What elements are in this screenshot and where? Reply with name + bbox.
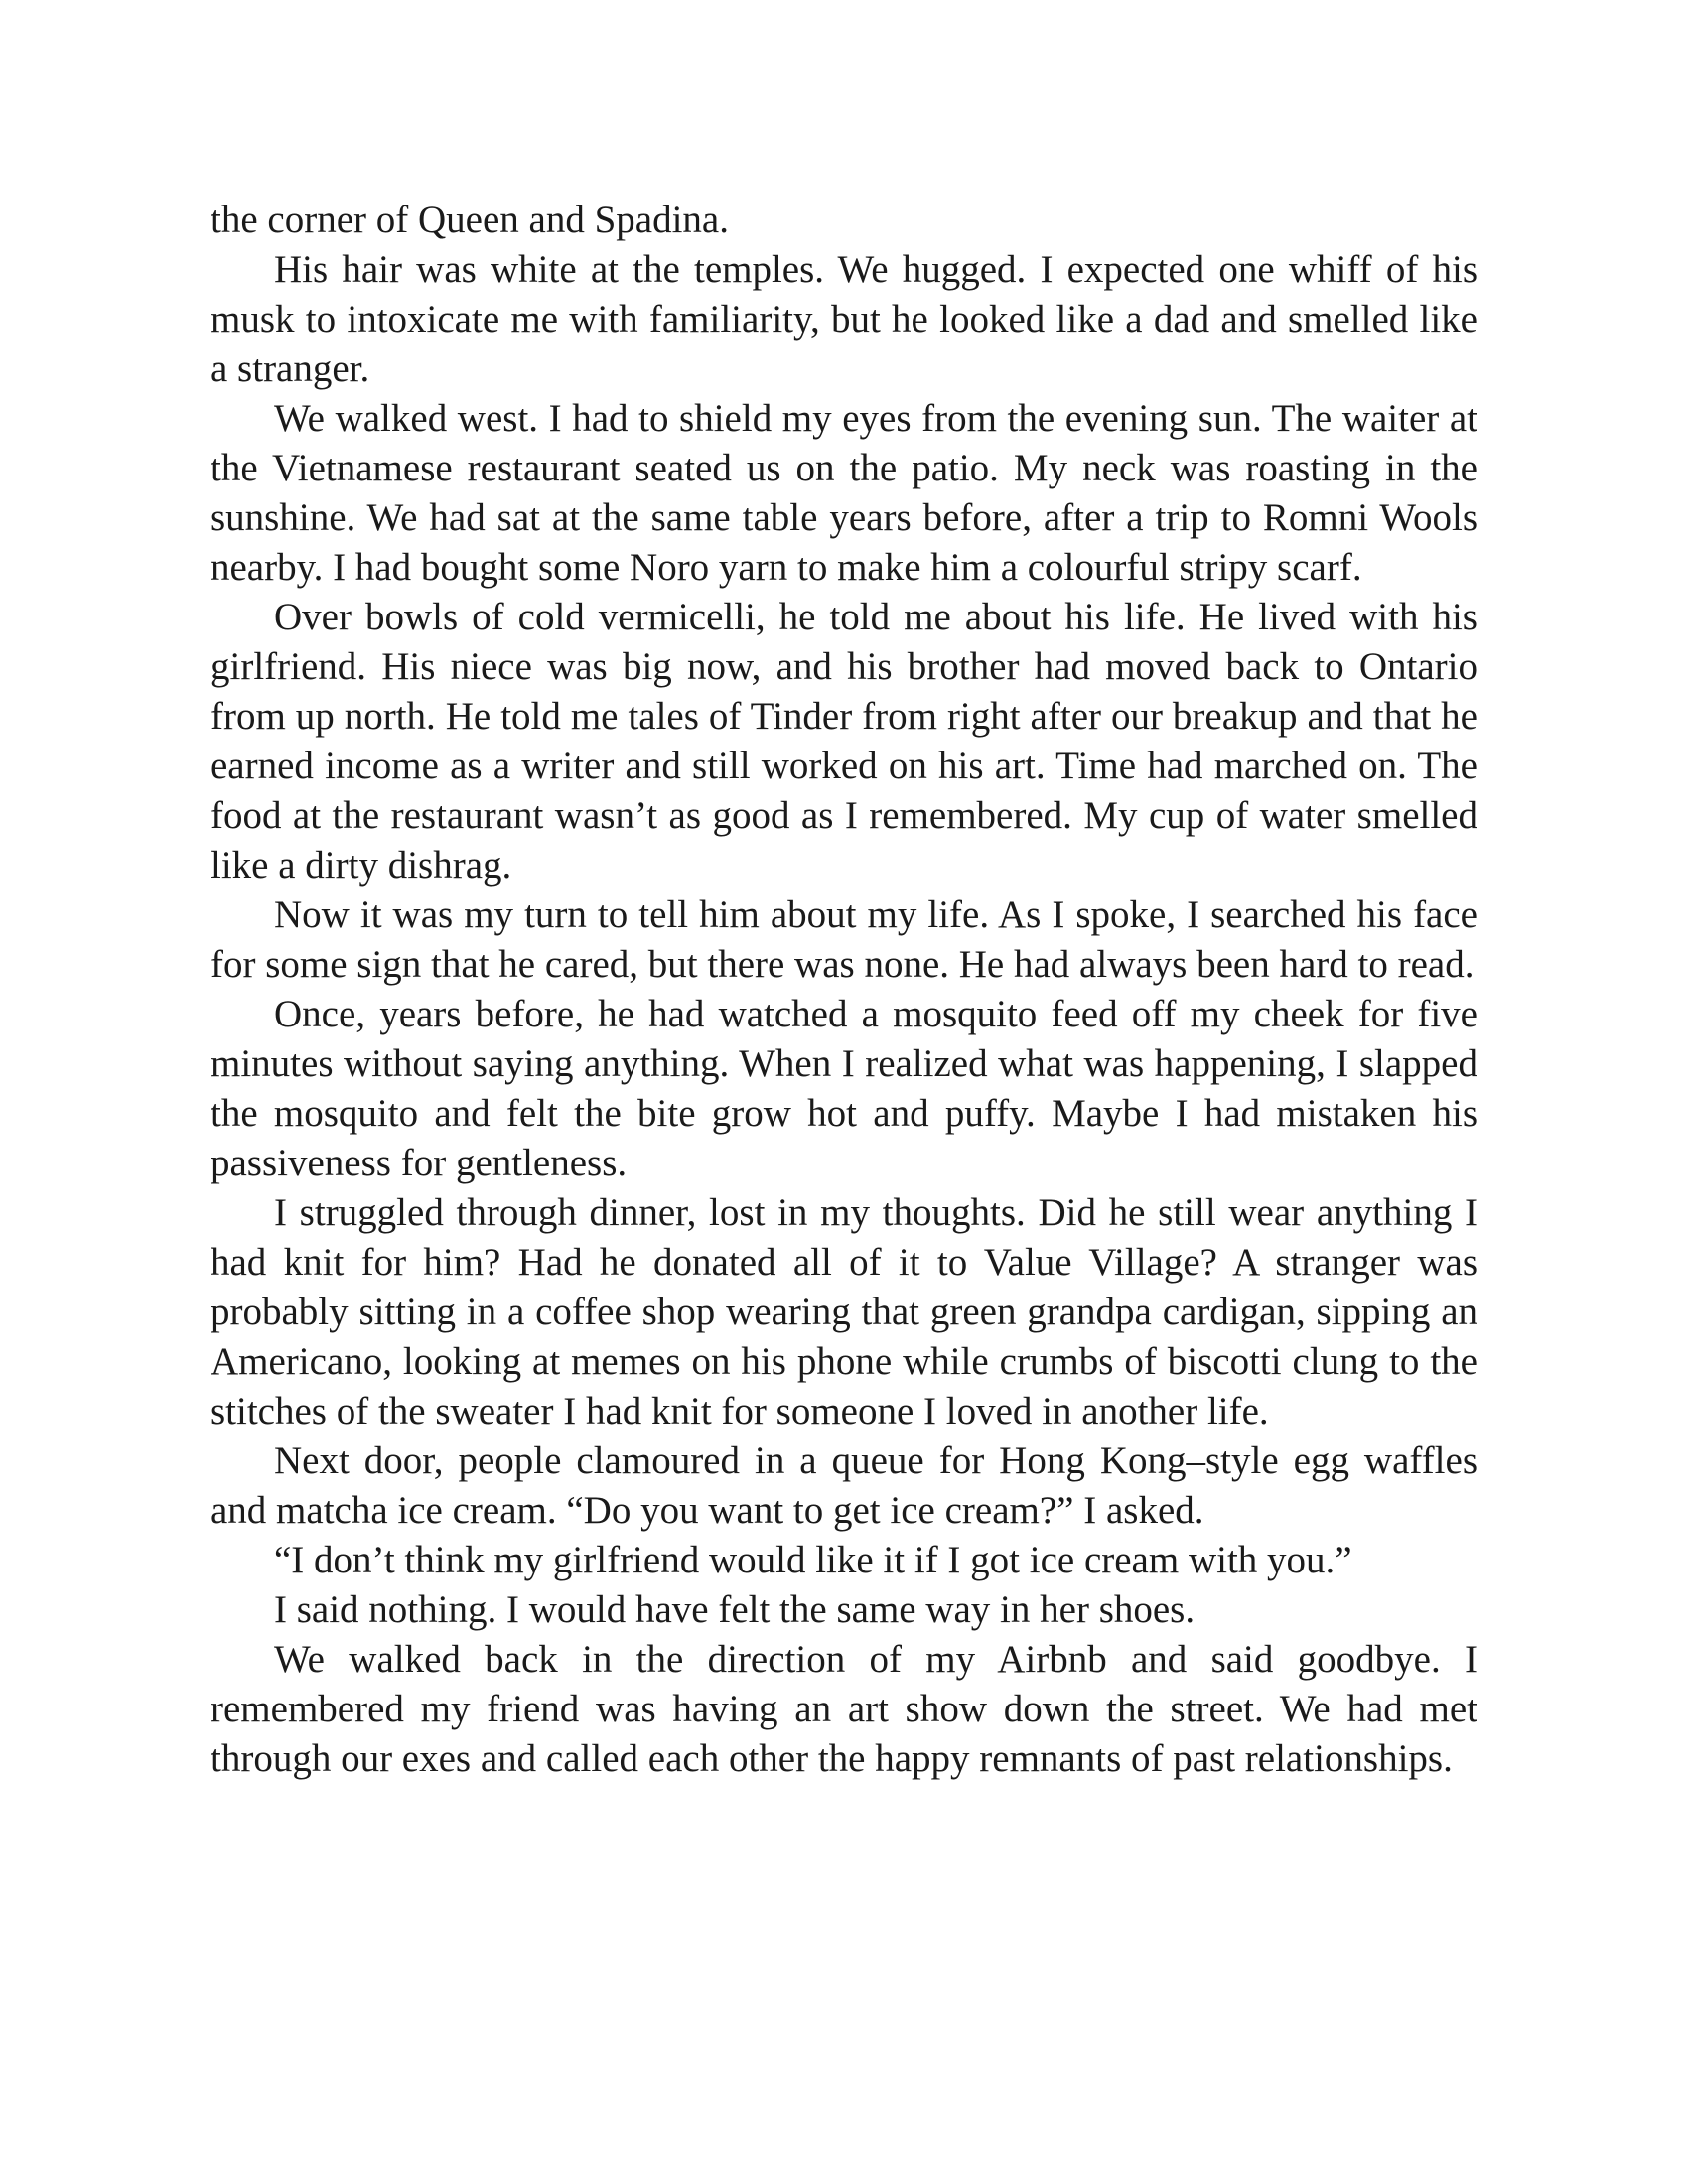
- page-body: [211, 196, 1477, 1784]
- paragraph-1: the corner of Queen and Spadina.: [211, 199, 729, 241]
- paragraph-10: I said nothing. I would have felt the same way in her shoes.: [274, 1588, 1196, 1631]
- paragraph-8: Next door, people clamoured in a queue for Hong Kong–style egg waffles and matcha ice cream. “Do you want to get ice cream?” I asked.: [211, 1439, 1477, 1532]
- paragraph-6: Once, years before, he had watched a mosquito feed off my cheek for five minutes without saying anything. When I realized what was happening, I slapped the mosquito and felt the bite grow hot and puffy. Maybe I had mistaken his passiveness for gentleness.: [211, 993, 1477, 1184]
- paragraph-3: We walked west. I had to shield my eyes from the evening sun. The waiter at the Vietnamese restaurant seated us on the patio. My neck was roasting in the sunshine. We had sat at the same table years before, after a trip to Romni Wools nearby. I had bought some Noro yarn to make him a colourful stripy scarf.: [211, 397, 1477, 589]
- paragraph-7: I struggled through dinner, lost in my thoughts. Did he still wear anything I had knit for him? Had he donated all of it to Value Village? A stranger was probably sitting in a coffee shop wearing that green grandpa cardigan, sipping an Americano, looking at memes on his phone while crumbs of biscotti clung to the stitches of the sweater I had knit for someone I loved in another life.: [211, 1191, 1477, 1433]
- paragraph-2: His hair was white at the temples. We hugged. I expected one whiff of his musk to intoxicate me with familiarity, but he looked like a dad and smelled like a stranger.: [211, 248, 1477, 390]
- paragraph-11: We walked back in the direction of my Airbnb and said goodbye. I remembered my friend was having an art show down the street. We had met through our exes and called each other the happy remnants of past relationships.: [211, 1638, 1477, 1780]
- paragraph-4: Over bowls of cold vermicelli, he told me about his life. He lived with his girlfriend. His niece was big now, and his brother had moved back to Ontario from up north. He told me tales of Tinder from right after our breakup and that he earned income as a writer and still worked on his art. Time had marched on. The food at the restaurant wasn’t as good as I remembered. My cup of water smelled like a dirty dishrag.: [211, 596, 1477, 887]
- paragraph-9: “I don’t think my girlfriend would like it if I got ice cream with you.”: [274, 1539, 1352, 1581]
- paragraph-5: Now it was my turn to tell him about my life. As I spoke, I searched his face for some sign that he cared, but there was none. He had always been hard to read.: [211, 893, 1477, 986]
